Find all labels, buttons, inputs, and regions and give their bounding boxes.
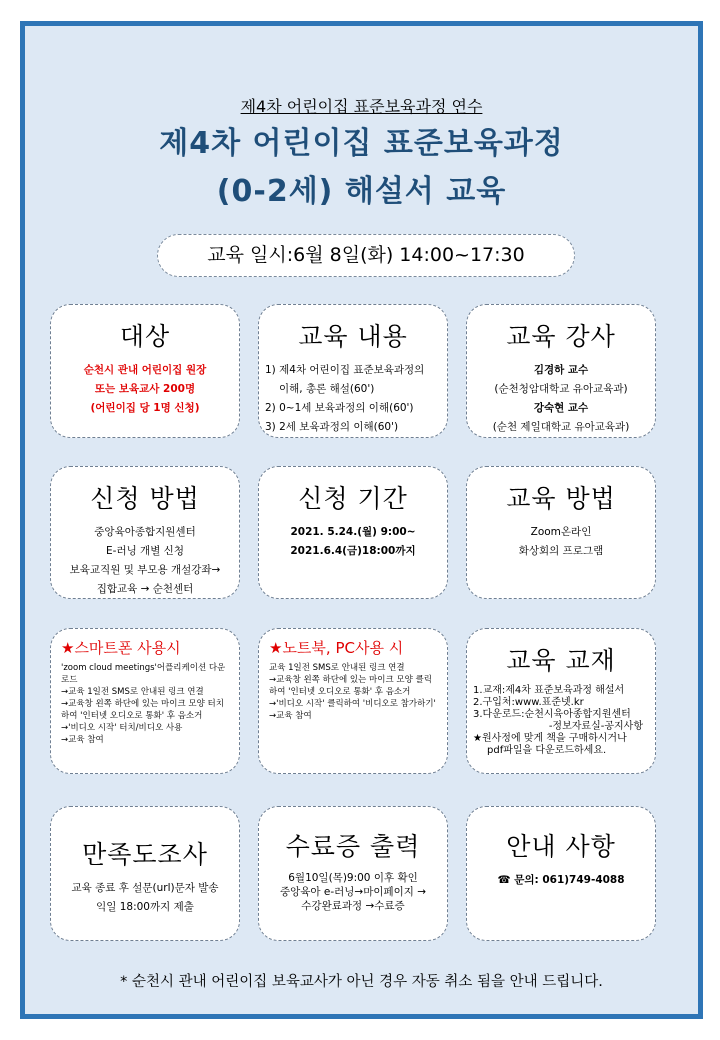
card-title: 교육 강사 [506, 322, 616, 351]
card-target [50, 304, 240, 438]
card-title: 안내 사항 [506, 832, 616, 861]
card-line: →교육창 왼쪽 하단에 있는 마이크 모양 클릭하여 '인터넷 오디오로 통화' 후 음소거 [269, 675, 432, 697]
card-notice [466, 806, 656, 941]
card-line: →교육 참여 [269, 711, 312, 721]
card-title: 교육 방법 [506, 484, 616, 513]
card-edu-method [466, 466, 656, 599]
card-line: -정보자료실-공지사항 [548, 721, 643, 732]
card-line: 교육 1일전 SMS로 안내된 링크 연결 [269, 663, 405, 673]
card-materials [466, 628, 656, 774]
card-line: 집합교육 → 순천센터 [96, 583, 194, 595]
card-instructor [466, 304, 656, 438]
card-line: 보육교직원 및 부모용 개설강좌→ [69, 564, 221, 576]
card-title: 신청 기간 [298, 484, 408, 513]
card-line: →'비디오 시작' 클릭하여 '비디오로 참가하기' [269, 699, 436, 709]
title-line-2: (0-2세) 해설서 교육 [216, 174, 507, 209]
poster-frame [20, 21, 703, 1019]
card-line: ★원사정에 맞게 책을 구매하시거나 [473, 733, 627, 744]
card-line: 익일 18:00까지 제출 [96, 901, 194, 913]
card-title: 신청 방법 [90, 484, 200, 513]
card-pc [258, 628, 448, 774]
card-line: 강숙현 교수 [533, 402, 589, 414]
card-line: 중앙육아 e-러닝→마이페이지 → [279, 886, 427, 898]
card-line: →교육창 왼쪽 하단에 있는 마이크 모양 터치하여 '인터넷 오디오로 통화' 후 음소거 [61, 699, 224, 721]
card-line: 김경하 교수 [533, 364, 589, 376]
footer-note: * 순천시 관내 어린이집 보육교사가 아닌 경우 자동 취소 됨을 안내 드립니다. [120, 974, 603, 990]
card-line: 1.교재:제4차 표준보육과정 해설서 [473, 685, 625, 696]
card-line: pdf파일을 다운로드하세요. [487, 745, 607, 756]
card-content [258, 304, 448, 438]
card-smartphone [50, 628, 240, 774]
card-line: 6월10일(목)9:00 이후 확인 [288, 872, 418, 884]
card-line: Zoom온라인 [530, 526, 592, 538]
card-title: 교육 교재 [506, 646, 616, 675]
card-apply-period [258, 466, 448, 599]
card-line: →교육 참여 [61, 735, 104, 745]
card-line: 3.다운로드:순천시육아종합지원센터 [473, 709, 631, 720]
card-title: ★스마트폰 사용시 [61, 639, 181, 657]
card-line: 2) 0~1세 보육과정의 이해(60') [265, 402, 414, 414]
card-line: →'비디오 시작' 터치/비디오 사용 [61, 723, 183, 733]
card-line: →교육 1일전 SMS로 안내된 링크 연결 [61, 687, 204, 697]
card-line: 또는 보육교사 200명 [94, 383, 196, 395]
card-line: 순천시 관내 어린이집 원장 [83, 364, 207, 376]
card-line: 'zoom cloud meetings'어플리케이션 다운로드 [61, 663, 226, 685]
card-line: (순천 제일대학교 유아교육과) [492, 421, 630, 433]
card-line: 2.구입처:www.표준넷.kr [473, 697, 584, 708]
card-title: 만족도조사 [82, 840, 208, 869]
card-line: 수강완료과정 →수료증 [301, 900, 405, 912]
card-certificate [258, 806, 448, 941]
contact-phone: ☎ 문의: 061)749-4088 [497, 874, 625, 886]
card-line: 이해, 총론 해설(60') [279, 383, 375, 395]
card-line: 중앙육아종합지원센터 [94, 526, 196, 538]
card-line: 화상회의 프로그램 [518, 545, 604, 557]
card-title: ★노트북, PC사용 시 [269, 639, 404, 657]
card-line: (순천청암대학교 유아교육과) [494, 383, 628, 395]
title-line-1: 제4차 어린이집 표준보육과정 [159, 126, 564, 161]
subtitle: 제4차 어린이집 표준보육과정 연수 [240, 97, 483, 116]
card-title: 대상 [119, 322, 171, 351]
education-date: 교육 일시:6월 8일(화) 14:00~17:30 [157, 234, 575, 277]
card-line: 1) 제4차 어린이집 표준보육과정의 [265, 364, 425, 376]
card-apply-method [50, 466, 240, 599]
card-title: 수료증 출력 [285, 832, 421, 861]
card-line: 2021. 5.24.(월) 9:00~ [290, 526, 416, 538]
card-survey [50, 806, 240, 941]
card-line: 교육 종료 후 설문(url)문자 발송 [71, 882, 219, 894]
card-line: 2021.6.4(금)18:00까지 [290, 545, 416, 557]
card-title: 교육 내용 [298, 322, 408, 351]
card-line: E-러닝 개별 신청 [106, 545, 184, 557]
card-line: (어린이집 당 1명 신청) [90, 402, 200, 414]
card-line: 3) 2세 보육과정의 이해(60') [265, 421, 399, 433]
